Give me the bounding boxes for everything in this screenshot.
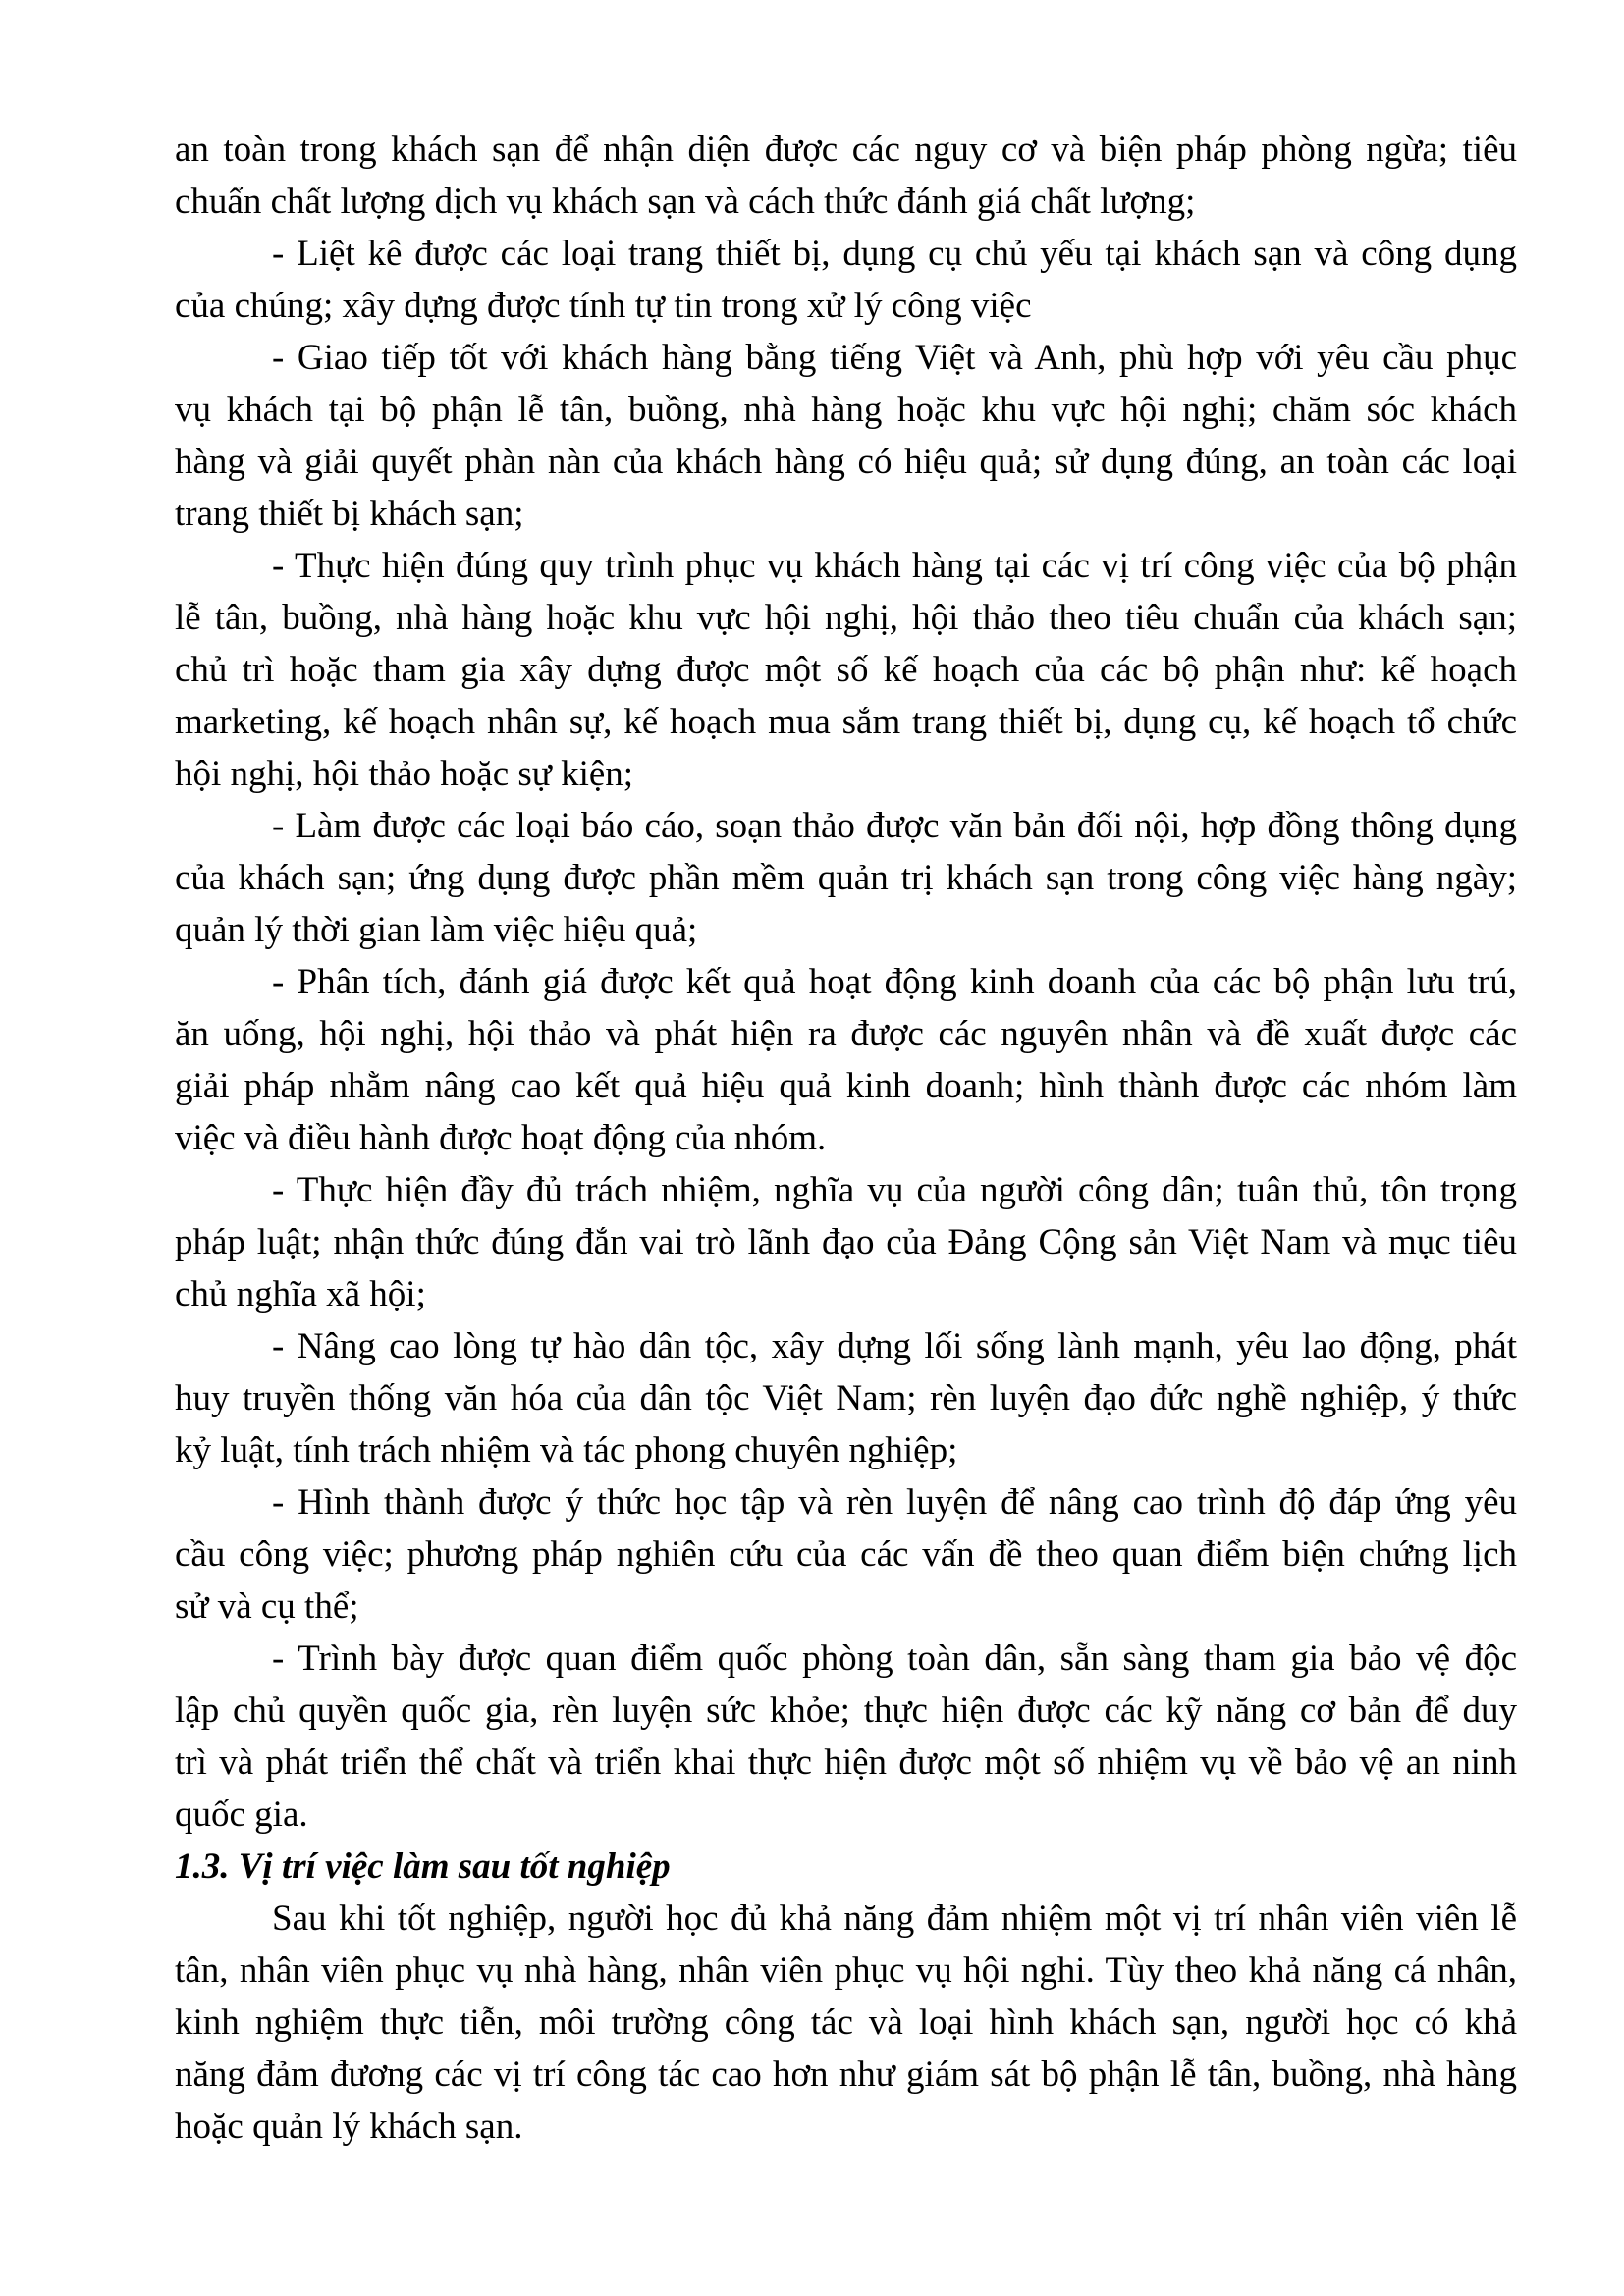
paragraph bbox=[175, 956, 1517, 1164]
text-line: trang thiết bị khách sạn; bbox=[175, 494, 524, 534]
text-line: chuẩn chất lượng dịch vụ khách sạn và cách thức đánh giá chất lượng; bbox=[175, 182, 1196, 222]
heading-line: 1.3. Vị trí việc làm sau tốt nghiệp bbox=[175, 1846, 671, 1887]
text-line: giải pháp nhằm nâng cao kết quả hiệu quả kinh doanh; hình thành được các nhóm làm bbox=[175, 1066, 1517, 1106]
text-line: hội nghị, hội thảo hoặc sự kiện; bbox=[175, 754, 634, 794]
text-line: huy truyền thống văn hóa của dân tộc Việt Nam; rèn luyện đạo đức nghề nghiệp, ý thức bbox=[175, 1378, 1517, 1418]
section-heading bbox=[175, 1841, 1517, 1893]
text-line: hoặc quản lý khách sạn. bbox=[175, 2107, 523, 2147]
text-line: quốc gia. bbox=[175, 1794, 308, 1835]
text-line: - Nâng cao lòng tự hào dân tộc, xây dựng lối sống lành mạnh, yêu lao động, phát bbox=[272, 1326, 1517, 1366]
text-line: hàng và giải quyết phàn nàn của khách hàng có hiệu quả; sử dụng đúng, an toàn các loại bbox=[175, 442, 1517, 482]
paragraph bbox=[175, 1164, 1517, 1320]
paragraph bbox=[175, 1632, 1517, 1841]
text-line: tân, nhân viên phục vụ nhà hàng, nhân viên phục vụ hội nghi. Tùy theo khả năng cá nhân, bbox=[175, 1950, 1517, 1991]
text-line: việc và điều hành được hoạt động của nhóm. bbox=[175, 1118, 827, 1158]
text-line: kinh nghiệm thực tiễn, môi trường công tác và loại hình khách sạn, người học có khả bbox=[175, 2002, 1517, 2043]
text-line: marketing, kế hoạch nhân sự, kế hoạch mua sắm trang thiết bị, dụng cụ, kế hoạch tổ chức bbox=[175, 702, 1517, 742]
text-line: - Phân tích, đánh giá được kết quả hoạt động kinh doanh của các bộ phận lưu trú, bbox=[272, 962, 1517, 1002]
text-line: ăn uống, hội nghị, hội thảo và phát hiện ra được các nguyên nhân và đề xuất được các bbox=[175, 1014, 1517, 1054]
text-line: lễ tân, buồng, nhà hàng hoặc khu vực hội nghị, hội thảo theo tiêu chuẩn của khách sạn; bbox=[175, 598, 1517, 638]
text-line: lập chủ quyền quốc gia, rèn luyện sức khỏe; thực hiện được các kỹ năng cơ bản để duy bbox=[175, 1690, 1517, 1731]
text-line: trì và phát triển thể chất và triển khai thực hiện được một số nhiệm vụ về bảo vệ an ninh bbox=[175, 1742, 1517, 1783]
paragraph bbox=[175, 1320, 1517, 1476]
text-line: - Hình thành được ý thức học tập và rèn luyện để nâng cao trình độ đáp ứng yêu bbox=[272, 1482, 1517, 1522]
text-line: pháp luật; nhận thức đúng đắn vai trò lãnh đạo của Đảng Cộng sản Việt Nam và mục tiêu bbox=[175, 1222, 1517, 1262]
text-line: kỷ luật, tính trách nhiệm và tác phong chuyên nghiệp; bbox=[175, 1430, 958, 1470]
paragraph bbox=[175, 540, 1517, 800]
text-line: của chúng; xây dựng được tính tự tin trong xử lý công việc bbox=[175, 286, 1032, 326]
text-line: sử và cụ thể; bbox=[175, 1586, 359, 1627]
text-line: an toàn trong khách sạn để nhận diện được các nguy cơ và biện pháp phòng ngừa; tiêu bbox=[175, 130, 1517, 170]
paragraph bbox=[175, 124, 1517, 228]
text-line: cầu công việc; phương pháp nghiên cứu của các vấn đề theo quan điểm biện chứng lịch bbox=[175, 1534, 1517, 1575]
text-line: - Liệt kê được các loại trang thiết bị, dụng cụ chủ yếu tại khách sạn và công dụng bbox=[272, 234, 1517, 274]
text-line: Sau khi tốt nghiệp, người học đủ khả năng đảm nhiệm một vị trí nhân viên viên lễ bbox=[272, 1898, 1517, 1939]
text-line: chủ trì hoặc tham gia xây dựng được một số kế hoạch của các bộ phận như: kế hoạch bbox=[175, 650, 1517, 690]
text-line: năng đảm đương các vị trí công tác cao hơn như giám sát bộ phận lễ tân, buồng, nhà hàng bbox=[175, 2055, 1517, 2095]
text-line: chủ nghĩa xã hội; bbox=[175, 1274, 426, 1314]
text-line: - Giao tiếp tốt với khách hàng bằng tiếng Việt và Anh, phù hợp với yêu cầu phục bbox=[272, 338, 1517, 378]
paragraph bbox=[175, 1893, 1517, 2153]
paragraph bbox=[175, 228, 1517, 332]
paragraph bbox=[175, 800, 1517, 956]
text-line: - Trình bày được quan điểm quốc phòng toàn dân, sẵn sàng tham gia bảo vệ độc bbox=[272, 1638, 1517, 1679]
text-line: - Thực hiện đầy đủ trách nhiệm, nghĩa vụ của người công dân; tuân thủ, tôn trọng bbox=[272, 1170, 1517, 1210]
document-body bbox=[175, 124, 1517, 2153]
text-line: của khách sạn; ứng dụng được phần mềm quản trị khách sạn trong công việc hàng ngày; bbox=[175, 858, 1517, 898]
text-line: vụ khách tại bộ phận lễ tân, buồng, nhà hàng hoặc khu vực hội nghị; chăm sóc khách bbox=[175, 390, 1517, 430]
paragraph bbox=[175, 1476, 1517, 1632]
text-line: - Thực hiện đúng quy trình phục vụ khách hàng tại các vị trí công việc của bộ phận bbox=[272, 546, 1517, 586]
text-line: - Làm được các loại báo cáo, soạn thảo được văn bản đối nội, hợp đồng thông dụng bbox=[272, 806, 1517, 846]
paragraph bbox=[175, 332, 1517, 540]
text-line: quản lý thời gian làm việc hiệu quả; bbox=[175, 910, 698, 950]
